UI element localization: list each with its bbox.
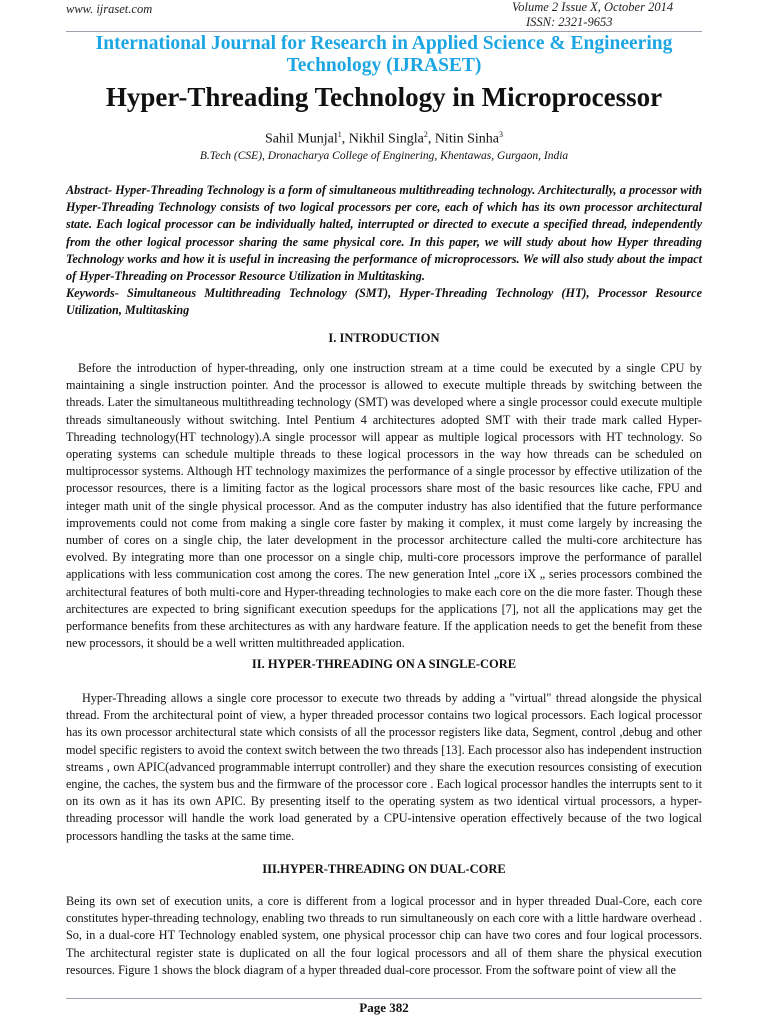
journal-name-line2: Technology (IJRASET)	[286, 55, 482, 76]
abstract-text: Abstract- Hyper-Threading Technology is a form of simultaneous multithreading technology. Architecturally, a processor with Hyper-Threading Technology consists of two logical processors per core, each of which has its own processor architectural state. Each logical processor can be individually halted, interrupted or directed to execute a specified thread, independently from the other logical processor sharing the same physical core. In this paper, we will study about how Hyper threading Technology works and how it is useful in increasing the performance of microprocessors. We will also study about the impact of Hyper-Threading on Processor Resource Utilization in Multitasking.	[66, 183, 702, 284]
author-affil-mark: 2	[423, 130, 428, 139]
page-number: Page 382	[359, 1000, 409, 1015]
paragraph: Before the introduction of hyper-threading, only one instruction stream at a time could be executed by a single CPU by maintaining a single instruction pointer. And the processor is allowed to execute multiple threads by switching between the threads. Later the simultaneous multithreading technology (SMT) was developed where a single processor could execute multiple threads simultaneously without switching. Intel Pentium 4 architectures adopted SMT with their trade mark called Hyper-Threading technology(HT technology).A single processor will appear as multiple logical processors with HT technology. So operating systems can schedule multiple threads to these logical processors in the way how threads can be scheduled on multiprocessor systems. Although HT technology maximizes the performance of a single processor by effective utilization of the processor resources, there is a limiting factor as the logical processors share most of the basic resources like cache, FPU and integer math unit of the single physical processor. And as the computer industry has also identified that the future performance improvements could not come from making a single core faster by making it complex, it must come largely by increasing the number of cores on a single chip, the later development in the processor architecture called the multi-core architecture has evolved. By integrating more than one processor on a single chip, multi-core processors improve the performance of parallel applications with less communication cost among the cores. The new generation Intel „core iX „ series processors combined the architectural features of both multi-core and Hyper-threading technologies to make each core on the die more faster. Though these architectures are expected to bring significant execution speedups for the applications [7], not all the applications may get the performance benefits from these architectures as with any hardware feature. If the application needs to get the benefit from these new processors, it should be a well written multithreaded application.	[66, 361, 702, 651]
journal-name	[66, 33, 702, 77]
author-affiliation: B.Tech (CSE), Dronacharya College of Enginering, Khentawas, Gurgaon, India	[199, 150, 569, 162]
author-name: Nikhil Singla	[348, 131, 424, 147]
journal-website: www. ijraset.com	[66, 2, 153, 16]
section-heading-dual-core: III.HYPER-THREADING ON DUAL-CORE	[262, 862, 506, 876]
section-heading-single-core: II. HYPER-THREADING ON A SINGLE-CORE	[251, 657, 517, 671]
section-body-single-core	[66, 690, 702, 845]
paragraph: Hyper-Threading allows a single core processor to execute two threads by adding a "virtual" thread alongside the physical thread. From the architectural point of view, a hyper threaded processor contains two logical processors. Each logical processor has its own processor architectural state which consists of all the processor registers like data, Segment, control ,debug and other model specific registers to avoid the context switch between the two threads [13]. Each processor also has independent instruction streams , own APIC(advanced programmable interrupt controller) and they share the execution resources consisting of execution engine, the caches, the system bus and the firmware of the processor core . Each logical processor handles the interrupts sent to it on its own as it has its own APIC. By presenting itself to the operating system as two identical virtual processors, a hyper-threading processor will handle the work load generated by a CPU-intensive operation effectively because of the two logical processors handling the tasks at the same time.	[66, 691, 702, 843]
author-name: Sahil Munjal	[265, 131, 338, 147]
volume-issue: Volume 2 Issue X, October 2014	[512, 0, 674, 14]
paragraph: Being its own set of execution units, a core is different from a logical processor and in hyper threaded Dual-Core, each core constitutes hyper-threading technology, enabling two threads to run simultaneously on each core with a little hardware overhead . So, in a dual-core HT Technology enabled system, one physical processor chip can have two cores and four logical processors. The architectural register state is duplicated on all the four logical processors and all of them share the physical execution resources. Figure 1 shows the block diagram of a hyper threaded dual-core processor. From the software point of view all the	[66, 894, 702, 977]
author-affil-mark: 1	[337, 130, 342, 139]
section-body-introduction	[66, 360, 702, 652]
journal-name-line1: International Journal for Research in Applied Science & Engineering	[95, 33, 673, 54]
section-heading-introduction: I. INTRODUCTION	[328, 331, 440, 345]
author-affil-mark: 3	[498, 130, 503, 139]
footer-divider	[66, 998, 702, 999]
issn: ISSN: 2321-9653	[526, 15, 613, 29]
paper-title: Hyper-Threading Technology in Microprocessor	[105, 82, 663, 112]
issue-info	[512, 0, 673, 30]
section-body-dual-core	[66, 893, 702, 979]
header-divider	[66, 31, 702, 32]
author-name: Nitin Sinha	[434, 131, 499, 147]
abstract-block	[66, 182, 702, 320]
author-list: Sahil Munjal$^1$, Nikhil Singla$^2$, Nitin Sinha$^3$	[265, 130, 503, 147]
keywords-text: Keywords- Simultaneous Multithreading Technology (SMT), Hyper-Threading Technology (HT), Processor Resource Utilization, Multitasking	[66, 286, 702, 318]
